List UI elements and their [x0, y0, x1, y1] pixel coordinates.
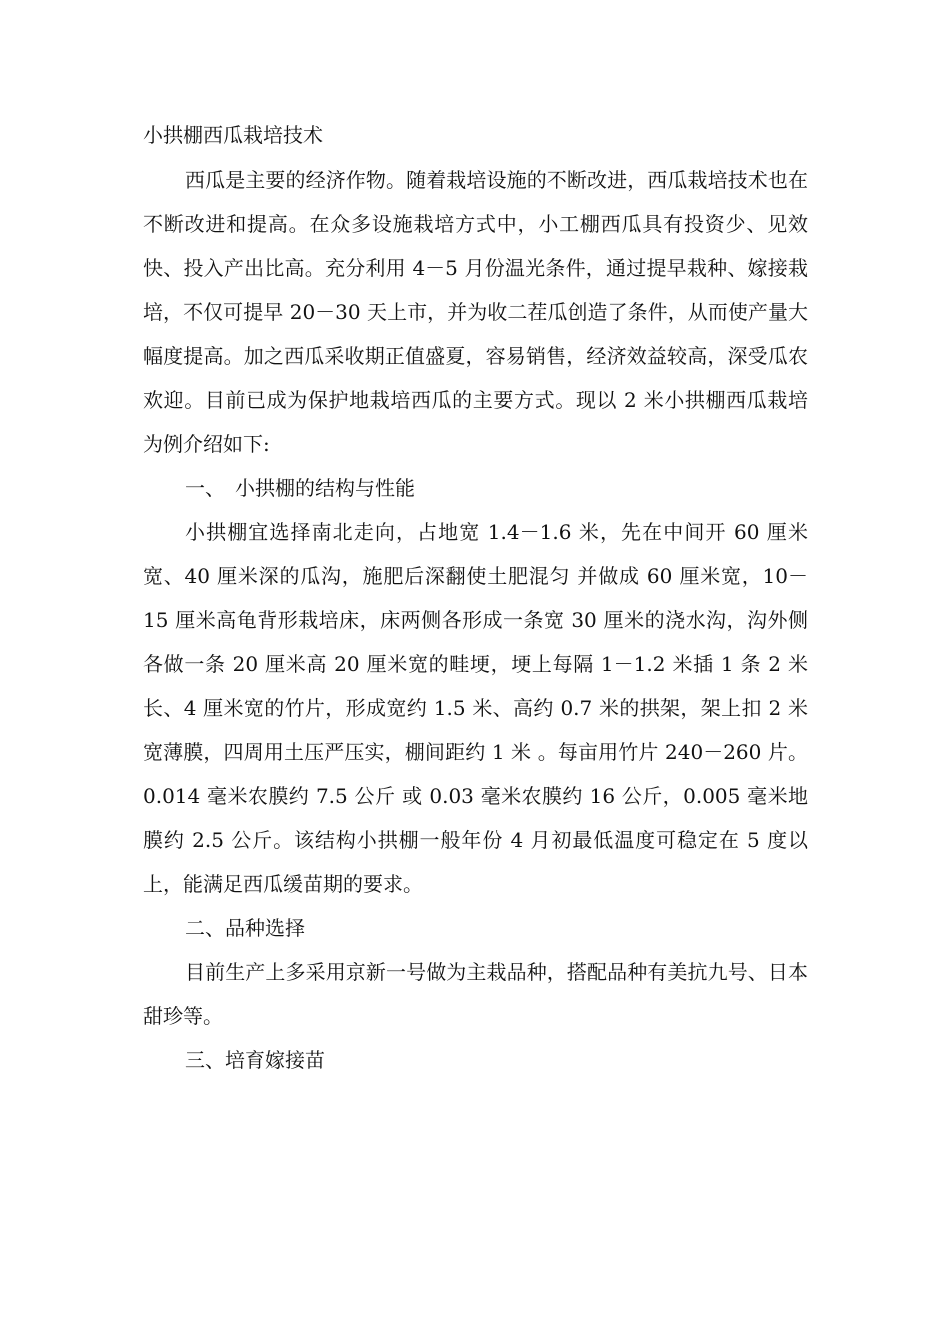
section-body-variety: 目前生产上多采用京新一号做为主栽品种，搭配品种有美抗九号、日本甜珍等。: [143, 960, 808, 1028]
section-heading-structure: 一、 小拱棚的结构与性能: [185, 476, 415, 500]
document-body: [143, 113, 808, 1082]
section-heading-seedling: 三、培育嫁接苗: [185, 1048, 325, 1072]
section-heading-variety: 二、品种选择: [185, 916, 305, 940]
intro-paragraph: 西瓜是主要的经济作物。随着栽培设施的不断改进，西瓜栽培技术也在不断改进和提高。在众多设施栽培方式中，小工棚西瓜具有投资少、见效快、投入产出比高。充分利用 4－5 月份温光条件，通过提早栽种、嫁接栽培，不仅可提早 20－30 天上市，并为收二茬瓜创造了条件，从而使产量大幅度提高。加之西瓜采收期正值盛夏，容易销售，经济效益较高，深受瓜农欢迎。目前已成为保护地栽培西瓜的主要方式。现以 2 米小拱棚西瓜栽培为例介绍如下:: [143, 168, 808, 456]
section-body-structure: 小拱棚宜选择南北走向，占地宽 1.4－1.6 米，先在中间开 60 厘米宽、40 厘米深的瓜沟，施肥后深翻使土肥混匀 并做成 60 厘米宽，10－15 厘米高龟背形栽培床，床两侧各形成一条宽 30 厘米的浇水沟，沟外侧各做一条 20 厘米高 20 厘米宽的畦埂，埂上每隔 1－1.2 米插 1 条 2 米长、4 厘米宽的竹片，形成宽约 1.5 米、高约 0.7 米的拱架，架上扣 2 米宽薄膜，四周用土压严压实，棚间距约 1 米 。每亩用竹片 240－260 片。0.014 毫米农膜约 7.5 公斤 或 0.03 毫米农膜约 16 公斤，0.005 毫米地膜约 2.5 公斤。该结构小拱棚一般年份 4 月初最低温度可稳定在 5 度以上，能满足西瓜缓苗期的要求。: [143, 520, 808, 896]
document-title: 小拱棚西瓜栽培技术: [143, 123, 323, 147]
